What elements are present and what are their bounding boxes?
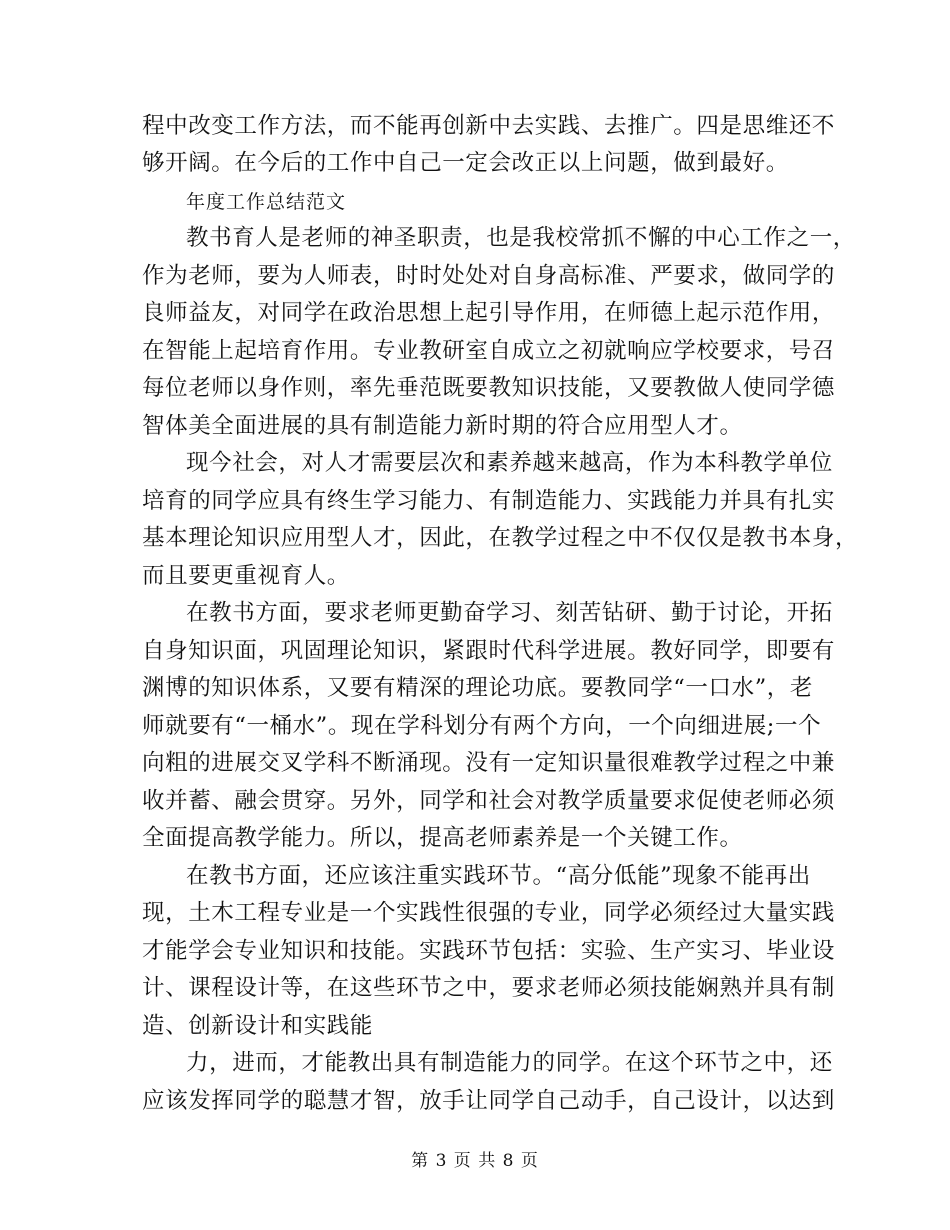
text-line: 每位老师以身作则，率先垂范既要教知识技能，又要教做人使同学德 <box>142 375 836 401</box>
page-number-footer: 第 3 页 共 8 页 <box>411 1151 539 1171</box>
text-line: 现，土木工程专业是一个实践性很强的专业，同学必须经过大量实践 <box>142 900 836 926</box>
text-line: 自身知识面，巩固理论知识，紧跟时代科学进展。教好同学，即要有 <box>142 638 836 664</box>
text-line: 计、课程设计等，在这些环节之中，要求老师必须技能娴熟并具有制 <box>142 975 836 1001</box>
text-line: 应该发挥同学的聪慧才智，放手让同学自己动手，自己设计，以达到 <box>142 1088 836 1114</box>
paragraph-first-line: 现今社会，对人才需要层次和素养越来越高，作为本科教学单位 <box>186 450 833 476</box>
text-line: 而且要更重视育人。 <box>142 563 350 589</box>
text-line: 渊博的知识体系，又要有精深的理论功底。要教同学“一口水”，老 <box>142 675 814 701</box>
text-line: 向粗的进展交叉学科不断涌现。没有一定知识量很难教学过程之中兼 <box>142 750 836 776</box>
text-line: 培育的同学应具有终生学习能力、有制造能力、实践能力并具有扎实 <box>142 488 836 514</box>
text-line: 在智能上起培育作用。专业教研室自成立之初就响应学校要求，号召 <box>142 338 836 364</box>
text-line: 全面提高教学能力。所以，提高老师素养是一个关键工作。 <box>142 825 743 851</box>
text-line: 基本理论知识应用型人才，因此，在教学过程之中不仅仅是教书本身， <box>142 525 859 551</box>
paragraph-first-line: 在教书方面，还应该注重实践环节。“高分低能”现象不能再出 <box>186 863 811 889</box>
section-title: 年度工作总结范文 <box>186 191 347 213</box>
paragraph-first-line: 教书育人是老师的神圣职责，也是我校常抓不懈的中心工作之一， <box>186 225 856 251</box>
paragraph-first-line: 在教书方面，要求老师更勤奋学习、刻苦钻研、勤于讨论，开拓 <box>186 600 833 626</box>
text-line: 才能学会专业知识和技能。实践环节包括：实验、生产实习、毕业设 <box>142 938 836 964</box>
text-line: 作为老师，要为人师表，时时处处对自身高标准、严要求，做同学的 <box>142 263 836 289</box>
text-line: 程中改变工作方法，而不能再创新中去实践、去推广。四是思维还不 <box>142 113 836 139</box>
text-line: 良师益友，对同学在政治思想上起引导作用，在师德上起示范作用， <box>142 300 836 326</box>
text-line: 师就要有“一桶水”。现在学科划分有两个方向，一个向细进展;一个 <box>142 713 822 739</box>
paragraph-first-line: 力，进而，才能教出具有制造能力的同学。在这个环节之中，还 <box>186 1050 833 1076</box>
text-line: 造、创新设计和实践能 <box>142 1013 374 1039</box>
text-line: 收并蓄、融会贯穿。另外，同学和社会对教学质量要求促使老师必须 <box>142 788 836 814</box>
text-line: 够开阔。在今后的工作中自己一定会改正以上问题，做到最好。 <box>142 150 789 176</box>
text-line: 智体美全面进展的具有制造能力新时期的符合应用型人才。 <box>142 413 743 439</box>
